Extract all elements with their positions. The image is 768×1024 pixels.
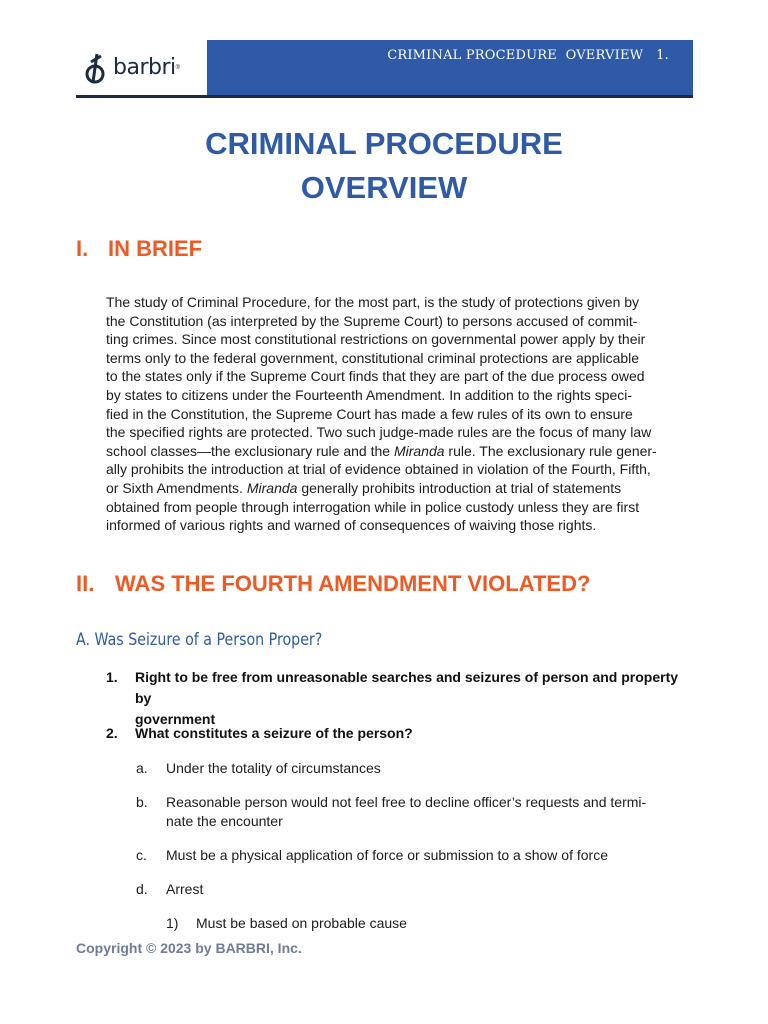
in-brief-paragraph <box>106 293 694 535</box>
sub-item-letter: c. <box>136 847 147 863</box>
logo-wordmark: barbri <box>113 55 176 80</box>
barbri-logo-mark-icon <box>84 50 108 86</box>
paragraph-line: ally prohibits the introduction at trial of evidence obtained in violation of the Fourth, Fifth, <box>106 461 651 478</box>
case-name-miranda: Miranda <box>393 442 445 459</box>
section-number: II. <box>76 571 95 596</box>
paragraph-line: terms only to the federal government, constitutional criminal protections are applicable <box>106 349 640 366</box>
sub-item-letter: d. <box>136 881 148 897</box>
sub-item-letter: b. <box>136 794 148 810</box>
sub-item-text <box>166 793 696 830</box>
running-title: CRIMINAL PROCEDURE OVERVIEW 1. <box>387 48 669 63</box>
sub-sub-item-number: 1) <box>166 915 179 931</box>
paragraph-line: obtained from people through interrogation while in police custody unless they are first <box>106 498 640 515</box>
logo-registered-mark: ® <box>175 64 181 71</box>
sub-item-text: Arrest <box>166 881 204 897</box>
paragraph-line: by states to citizens under the Fourteenth Amendment. In addition to the rights speci- <box>106 386 633 403</box>
section-title: IN BRIEF <box>108 236 203 261</box>
item-text: What constitutes a seizure of the person? <box>135 725 413 741</box>
paragraph-line: The study of Criminal Procedure, for the most part, is the study of protections given by <box>106 294 640 310</box>
title-line-2: OVERVIEW <box>300 170 468 205</box>
section-title: WAS THE FOURTH AMENDMENT VIOLATED? <box>115 571 591 596</box>
barbri-logo <box>76 40 207 95</box>
sub-item-letter: a. <box>136 760 148 776</box>
subsection-heading-seizure: A. Was Seizure of a Person Proper? <box>76 630 323 649</box>
item-text <box>135 667 695 730</box>
title-line-1: CRIMINAL PROCEDURE <box>205 126 563 161</box>
text-run: school classes—the exclusionary rule and the <box>106 442 394 459</box>
text-run: or Sixth Amendments. <box>106 479 247 496</box>
header-band <box>207 40 693 95</box>
sub-item-text: Under the totality of circumstances <box>166 760 381 776</box>
text-run: generally prohibits introduction at trial of statements <box>297 479 622 496</box>
section-heading-fourth-amendment <box>76 571 590 597</box>
paragraph-line: the specified rights are protected. Two such judge-made rules are the focus of many law <box>106 424 652 441</box>
sub-item-line: nate the encounter <box>166 812 283 829</box>
paragraph-line <box>106 442 694 461</box>
sub-item-text: Must be a physical application of force or submission to a show of force <box>166 847 608 863</box>
text-run: rule. The exclusionary rule gener- <box>444 442 657 459</box>
paragraph-line: informed of various rights and warned of consequences of waiving those rights. <box>106 517 597 534</box>
item-line: government <box>135 711 216 727</box>
paragraph-line: to the states only if the Supreme Court finds that they are part of the due process owed <box>106 368 645 385</box>
paragraph-line: ting crimes. Since most constitutional restrictions on governmental power apply by their <box>106 331 646 348</box>
paragraph-line <box>106 479 694 498</box>
section-heading-in-brief <box>76 236 202 262</box>
item-line: Right to be free from unreasonable searches and seizures of person and property by <box>135 669 679 706</box>
paragraph-line: the Constitution (as interpreted by the Supreme Court) to persons accused of commit- <box>106 312 638 329</box>
sub-item-line: Reasonable person would not feel free to decline officer’s requests and termi- <box>166 794 647 810</box>
section-number: I. <box>76 236 89 261</box>
copyright-footer: Copyright © 2023 by BARBRI, Inc. <box>76 940 302 956</box>
case-name-miranda: Miranda <box>246 479 298 496</box>
item-number: 1. <box>106 669 118 685</box>
page-header <box>76 40 693 98</box>
sub-sub-item-text: Must be based on probable cause <box>196 915 407 931</box>
paragraph-line: fied in the Constitution, the Supreme Court has made a few rules of its own to ensure <box>106 405 633 422</box>
document-title <box>0 122 768 210</box>
item-number: 2. <box>106 725 118 741</box>
